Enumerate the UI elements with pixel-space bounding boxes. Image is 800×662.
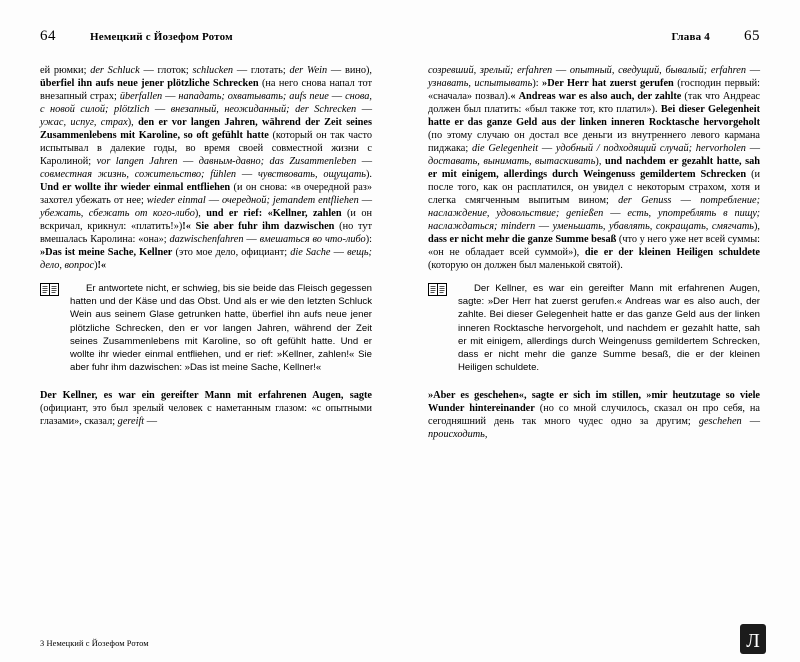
german-clean-text-left: Er antwortete nicht, er schwieg, bis sie beide das Fleisch gegessen hatten und der Käse und das Obst. Und als er wie den letzten Schluck Wein aus seinem Glase getrunken hatte, überfiel ihn aufs neue jener plötzliche Schrecken, den er vor langen Jahren, während der Zeit seines Zusammenlebens mit Karoline, so oft gefühlt hatte. Und er wollte ihr wieder einmal entfliehen, und er rief: »Kellner, zahlen!« Sie aber fuhr ihm dazwischen: »Das ist meine Sache, Kellner!« (70, 283, 372, 374)
left-running-head (40, 28, 372, 54)
book-icon (428, 283, 447, 296)
german-clean-text-right: Der Kellner, es war ein gereifter Mann mit erfahrenen Augen, sagte: »Der Herr hat zuerst gerufen.« Andreas war es also auch, der zahlte. Bei dieser Gelegenheit hatte er das ganze Geld aus der linken inneren Rocktasche hervorgeholt, und nachdem er gezahlt hatte, sah er mit einigem, allerdings durch Weingenuss gemildertem Schrecken, dass er nicht mehr die ganze Summe besaß, die er der kleinen Heiligen schuldete. (458, 283, 760, 374)
paragraph-german-annotated-2: Der Kellner, es war ein gereifter Mann mit erfahrenen Augen, sagte (официант, это был зрелый человек с наметанным глазом: «с опытными глазами», сказал; gereift — (40, 390, 372, 428)
paragraph-german-annotated-4: »Aber es geschehen«, sagte er sich im stillen, »mir heutzutage so viele Wunder hintereinander (но со мной случилось, сказал он про себя, на сегодняшний день так много чудес одно за другим; geschehen — происходить, (428, 390, 761, 441)
left-text-column (40, 64, 372, 428)
svg-text:Л: Л (746, 630, 760, 652)
paragraph-german-annotated-3: созревший, зрелый; erfahren — опытный, сведущий, бывалый; erfahren — узнавать, испытывать): »Der Herr hat zuerst gerufen (господин первый: «сначала» позвал).« Andreas war es also auch, der zahlte (так что Андреас должен был платить: «был также тот, кто платил»). Bei dieser Gelegenheit hatte er das ganze Geld aus der linken inneren Rocktasche hervorgeholt (по этому случаю он достал все деньги из внутреннего левого кармана пиджака; die Gelegenheit — удобный / подходящий случай; hervorholen — доставать, вынимать, вытаскивать), und nachdem er gezahlt hatte, sah er mit einigem, allerdings durch Weingenuss gemildertem Schrecken (и после того, как он расплатился, он увидел с некоторым страхом, хотя и слегка смягченным выпитым вином; der Genuss — потребление; наслаждение, удовольствие; genießen — есть, употреблять в пищу; наслаждаться; mindern — уменьшать, убавлять, сокращать, смягчать), dass er nicht mehr die ganze Summe besaß (что у него уже нет всей суммы: «он не обладает всей суммой»), die er der kleinen Heiligen schuldete (которую он должен был маленькой святой). (428, 65, 761, 271)
translation-paragraph-2 (428, 282, 760, 374)
translation-paragraph-1 (40, 282, 372, 374)
paragraph-german-annotated: ей рюмки; der Schluck — глоток; schlucken — глотать; der Wein — вино), überfiel ihn aufs neue jener plötzliche Schrecken (на него снова напал тот внезапный страх; überfallen — нападать; охватывать; aufs neue — снова, с новой силой; plötzlich — внезапный, неожиданный; der Schrecken — ужас, испуг, страх), den er vor langen Jahren, während der Zeit seines Zusammenlebens mit Karoline, so oft gefühlt hatte (который он так часто испытывал в далекие годы, во время своей совместной жизни с Каролиной; vor langen Jahren — давным-давно; das Zusammenleben — совместная жизнь, сожительство; fühlen — чувствовать, ощущать). Und er wollte ihr wieder einmal entfliehen (и он снова: «в очередной раз» захотел убежать от нее; wieder einmal — очередной; jemandem entfliehen — убежать, сбежать от кого-либо), und er rief: «Kellner, zahlen (и он вскричал, крикнул: «платить!»)!« Sie aber fuhr ihm dazwischen (но тут вмешалась Каролина: «она»; dazwischenfahren — вмешаться во что-либо): »Das ist meine Sache, Kellner (это мое дело, официант; die Sache — вещь; дело, вопрос)!« (40, 65, 373, 271)
running-title-right: Глава 4 (671, 31, 710, 43)
book-icon (40, 283, 59, 296)
right-running-head (428, 28, 760, 54)
folio-right: 65 (744, 28, 760, 44)
right-page (400, 0, 800, 662)
footer-note: 3 Немецкий с Йозефом Ротом (40, 639, 149, 648)
right-text-column (428, 64, 760, 441)
folio-left: 64 (40, 28, 56, 44)
running-title-left: Немецкий с Йозефом Ротом (90, 31, 233, 43)
publisher-logo (740, 624, 766, 654)
